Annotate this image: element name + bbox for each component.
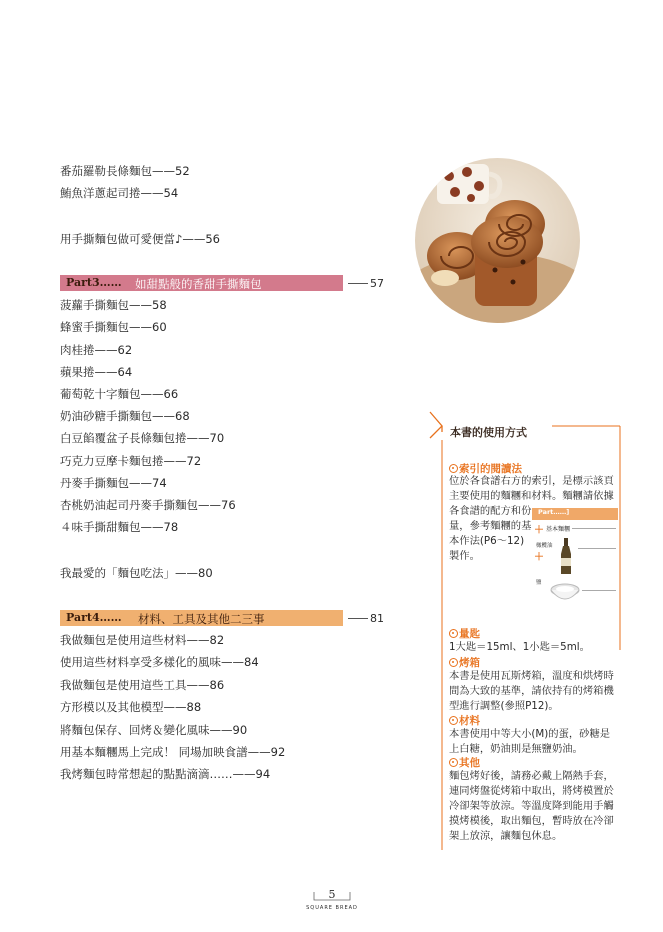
guide-section-other-body: 麵包烤好後，請務必戴上隔熱手套，連同烤盤從烤箱中取出，將烤模置於冷卻架等放涼。等溫度降到能用手觸摸烤模後，取出麵包，暫時放在冷卻架上放涼，讓麵包休息。 [449, 770, 614, 842]
toc-item: 巧克力豆摩卡麵包捲——72 [60, 454, 202, 468]
toc-item: 我烤麵包時常想起的點點滴滴……——94 [60, 767, 271, 781]
toc-item: ４味手撕甜麵包——78 [60, 520, 179, 534]
target-icon [449, 629, 458, 638]
part4-title: 材料、工具及其他二三事 [138, 612, 265, 626]
guide-section-other-head: 其他 [449, 755, 480, 770]
guide-section-index-body: 位於各食譜右方的索引，是標示該頁主要使用的麵糰和材料。麵糰請依據 [449, 475, 614, 502]
guide-section-index-cont: 各食譜的配方和份 量，參考麵糰的基 本作法(P6～12) 製作。 [449, 505, 532, 562]
guide-section-spoon-body: 1大匙＝15ml、1小匙＝5ml。 [449, 641, 590, 653]
sample-oil: 橄欖油 [536, 543, 553, 549]
part4-leader [348, 618, 368, 619]
toc-item: 丹麥手撕麵包——74 [60, 476, 167, 490]
toc-item: 白豆餡覆盆子長條麵包捲——70 [60, 431, 225, 445]
salt-bowl-icon [550, 580, 580, 604]
toc-item: 用手撕麵包做可愛便當♪——56 [60, 232, 220, 246]
toc-item: 使用這些材料享受多樣化的風味——84 [60, 655, 259, 669]
toc-item: 肉桂捲——62 [60, 343, 133, 357]
toc-item: 蘋果捲——64 [60, 365, 133, 379]
guide-section-oven-body: 本書是使用瓦斯烤箱，溫度和烘烤時間為大致的基準，請依持有的烤箱機型進行調整(參照P12)。 [449, 670, 614, 712]
sample-dough: 基本麵糰 [546, 526, 571, 533]
toc-item: 我做麵包是使用這些工具——86 [60, 678, 225, 692]
page-number: 5 [328, 888, 336, 901]
part3-label: Part3…… [66, 276, 122, 289]
toc-item: 杏桃奶油起司丹麥手撕麵包——76 [60, 498, 236, 512]
sample-index-card [532, 508, 618, 608]
plus-icon: ＋ [534, 552, 544, 563]
target-icon [449, 464, 458, 473]
part4-header-bar [60, 610, 343, 626]
toc-item: 方形模以及其他模型——88 [60, 700, 202, 714]
toc-item: 蜂蜜手撕麵包——60 [60, 320, 167, 334]
toc-item: 葡萄乾十字麵包——66 [60, 387, 179, 401]
part3-leader [348, 283, 368, 284]
target-icon [449, 758, 458, 767]
toc-item: 我最愛的「麵包吃法」——80 [60, 566, 213, 580]
toc-item: 我做麵包是使用這些材料——82 [60, 633, 225, 647]
guide-section-oven-head: 烤箱 [449, 655, 480, 670]
toc-item: 用基本麵糰馬上完成！ 同場加映食譜——92 [60, 745, 286, 759]
toc-item: 鮪魚洋蔥起司捲——54 [60, 186, 179, 200]
part3-page: 57 [370, 277, 384, 290]
part3-title: 如甜點般的香甜手撕麵包 [135, 277, 262, 291]
target-icon [449, 658, 458, 667]
guide-section-index-head: 索引的閱讀法 [449, 461, 522, 476]
guide-title: 本書的使用方式 [450, 426, 527, 439]
toc-item: 將麵包保存、回烤＆變化風味——90 [60, 723, 248, 737]
sample-tab-label: Part……] [538, 508, 570, 516]
bread-photo [415, 158, 580, 323]
oil-bottle-icon [558, 538, 574, 576]
guide-section-spoon-head: 量匙 [449, 626, 480, 641]
sample-salt: 鹽 [536, 580, 542, 586]
part4-label: Part4…… [66, 611, 122, 624]
target-icon [449, 716, 458, 725]
toc-item: 奶油砂糖手撕麵包——68 [60, 409, 190, 423]
plus-icon: ＋ [534, 525, 544, 536]
part4-page: 81 [370, 612, 384, 625]
part3-header-bar [60, 275, 343, 291]
toc-item: 番茄羅勒長條麵包——52 [60, 164, 190, 178]
guide-section-ingredients-head: 材料 [449, 713, 480, 728]
guide-section-ingredients-body: 本書使用中等大小(M)的蛋，砂糖是上白糖，奶油則是無鹽奶油。 [449, 728, 611, 755]
book-label: SQUARE BREAD [306, 905, 358, 911]
toc-item: 菠蘿手撕麵包——58 [60, 298, 167, 312]
